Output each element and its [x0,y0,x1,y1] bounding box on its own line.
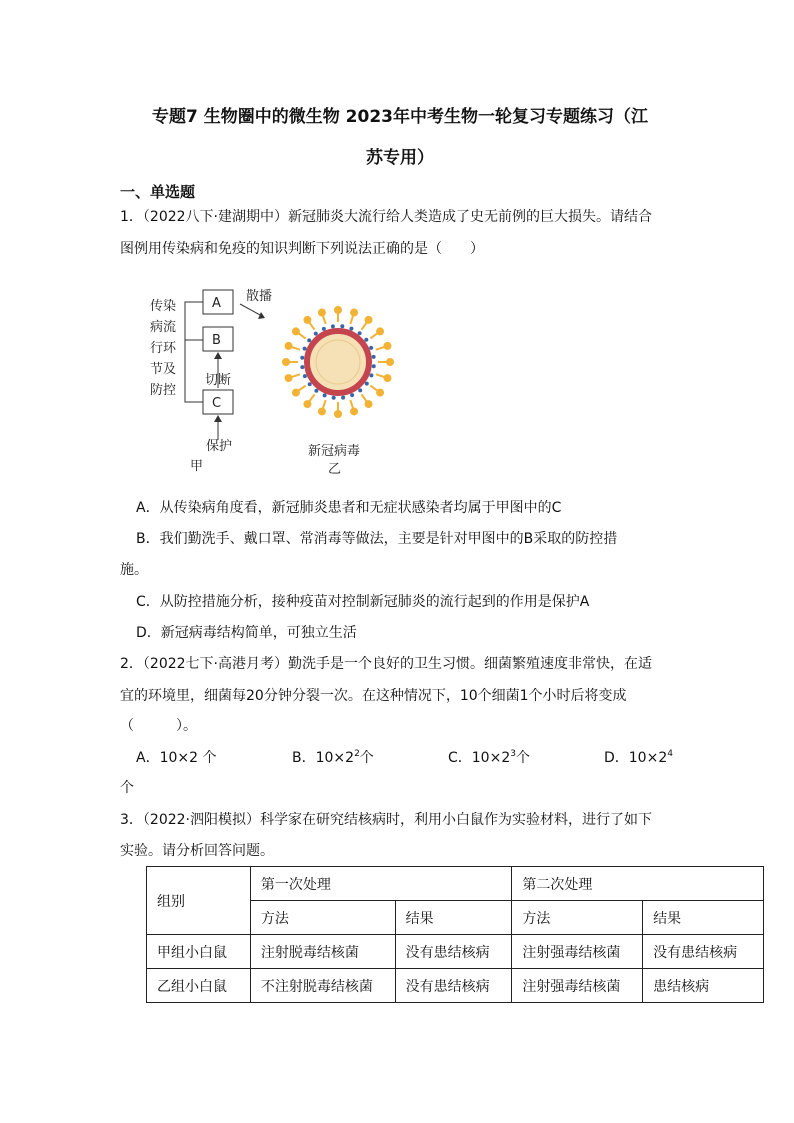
q2-option-b: B．$10\times 2^2$个 [292,749,374,766]
q1-stem-line1: 1．（2022八下·建湖期中）新冠肺炎大流行给人类造成了史无前例的巨大损失。请结合 [120,209,652,225]
diagram-spread-label: 散播 [246,289,273,304]
virus-spike-head [282,358,290,366]
spread-arrow-head [258,312,265,319]
diagram-label-jia: 甲 [190,459,204,474]
virus-membrane-bead [358,331,362,335]
virus-membrane-bead [349,327,353,331]
virus-spike-head [350,407,358,415]
virus-membrane-bead [358,388,362,392]
q2-stem-line3: （ ）。 [120,718,197,734]
diagram-box-b-label: B [212,333,221,348]
protect-arrow-head [214,415,222,422]
virus-membrane-bead [369,346,373,350]
q1-option-c: C．从防控措施分析，接种疫苗对控制新冠肺炎的流行起到的作用是保护A [136,594,590,610]
diagram-side-text-1: 传染 [150,299,177,314]
q2-stem-line2: 宜的环境里，细菌每20分钟分裂一次。在这种情况下，10个细菌1个小时后将变成 [120,688,627,704]
virus-illustration [282,306,394,418]
q2-option-d-exponent: 4 [667,749,673,759]
header-group: 组别 [147,867,251,935]
table-cell: 没有患结核病 [643,935,764,969]
table-cell: 没有患结核病 [395,935,512,969]
diagram-side-text-5: 防控 [150,383,177,398]
virus-spike-head [383,342,391,350]
header-result-1: 结果 [395,901,512,935]
q2-stem-line1: 2．（2022七下·高港月考）勤洗手是一个良好的卫生习惯。细菌繁殖速度非常快，在适 [120,656,652,672]
header-second-treatment: 第二次处理 [512,867,764,901]
virus-membrane-bead [350,393,354,397]
q3-stem-line1: 3．（2022·泗阳模拟）科学家在研究结核病时，利用小白鼠作为实验材料，进行了如下 [120,812,652,828]
table-cell: 不注射脱毒结核菌 [250,969,395,1003]
q2-option-c: C．$10\times 2^3$个 [448,749,530,766]
q3-stem-line2: 实验。请分析回答问题。 [120,843,274,859]
table-row [147,969,764,1003]
virus-membrane-bead [331,324,335,328]
virus-membrane-bead [308,382,312,386]
virus-membrane-bead [364,338,368,342]
q1-option-d: D．新冠病毒结构简单，可独立生活 [136,625,357,641]
diagram-protect-label: 保护 [206,439,233,454]
virus-spike-head [334,410,342,418]
q2-option-a: A．10×2 个 [136,750,217,766]
diagram-bracket [185,302,203,402]
table-header-row [147,867,764,901]
virus-spike-head [318,407,326,415]
table-cell: 乙组小白鼠 [147,969,251,1003]
cut-arrow-head [214,352,222,359]
virus-membrane-bead [372,364,376,368]
q2-option-c-exponent: 3 [510,749,516,759]
diagram-side-text-2: 病流 [150,320,177,335]
q1-option-b-line2: 施。 [120,562,148,578]
header-first-treatment: 第一次处理 [250,867,512,901]
table-cell: 没有患结核病 [395,969,512,1003]
virus-core [316,340,360,384]
virus-spike-head [365,400,373,408]
q2-option-b-exponent: 2 [354,749,360,759]
q1-option-b-line1: B．我们勤洗手、戴口罩、常消毒等做法，主要是针对甲图中的B采取的防控措 [136,531,618,547]
header-method-2: 方法 [512,901,643,935]
table-cell: 患结核病 [643,969,764,1003]
virus-membrane-bead [300,365,304,369]
spread-arrow-line [240,304,262,316]
diagram-cut-label: 切断 [205,373,232,388]
virus-spike-head [292,327,300,335]
header-method-1: 方法 [250,901,395,935]
virus-spike-head [383,374,391,382]
virus-spike-head [303,400,311,408]
section-heading: 一、单选题 [120,183,196,201]
virus-membrane-bead [303,347,307,351]
diagram-box-a-label: A [212,296,221,311]
virus-membrane-bead [300,356,304,360]
q1-option-a: A．从传染病角度看，新冠肺炎患者和无症状感染者均属于甲图中的C [136,500,562,516]
virus-membrane-bead [322,327,326,331]
virus-spike-head [376,389,384,397]
diagram-side-text-3: 行环 [150,341,177,356]
virus-membrane-bead [372,355,376,359]
table-cell: 注射强毒结核菌 [512,969,643,1003]
virus-membrane-bead [341,396,345,400]
virus-membrane-bead [314,389,318,393]
virus-membrane-bead [307,338,311,342]
virus-spike-head [376,327,384,335]
virus-spike-head [292,389,300,397]
header-result-2: 结果 [643,901,764,935]
virus-name-label: 新冠病毒 [308,444,361,459]
page-title-line2: 苏专用） [366,148,434,168]
virus-membrane-bead [323,393,327,397]
virus-spike-head [285,374,293,382]
q2-option-d-tail: 个 [120,780,134,796]
table-cell: 注射脱毒结核菌 [250,935,395,969]
q2-option-d: D．$10\times 2^4$ [604,749,673,766]
virus-spike-head [285,342,293,350]
virus-spike-head [386,358,394,366]
virus-spike-head [365,316,373,324]
virus-spike-head [303,316,311,324]
virus-membrane-bead [332,396,336,400]
table-cell: 甲组小白鼠 [147,935,251,969]
q1-stem-line2: 图例用传染病和免疫的知识判断下列说法正确的是（ ） [120,241,484,257]
virus-spike-head [350,309,358,317]
diagram-label-yi: 乙 [328,462,342,477]
diagram-box-c-label: C [212,396,222,411]
q1-figure [140,280,440,480]
diagram-side-text-4: 节及 [150,362,177,377]
virus-spike-head [318,309,326,317]
virus-membrane-bead [340,324,344,328]
virus-spike-head [334,306,342,314]
page-title-line1: 专题7 生物圈中的微生物 2023年中考生物一轮复习专题练习（江 [152,107,648,127]
virus-membrane-bead [369,373,373,377]
experiment-table [146,866,764,1003]
table-cell: 注射强毒结核菌 [512,935,643,969]
virus-membrane-bead [303,374,307,378]
virus-membrane-bead [314,332,318,336]
table-row [147,935,764,969]
virus-membrane-bead [365,382,369,386]
